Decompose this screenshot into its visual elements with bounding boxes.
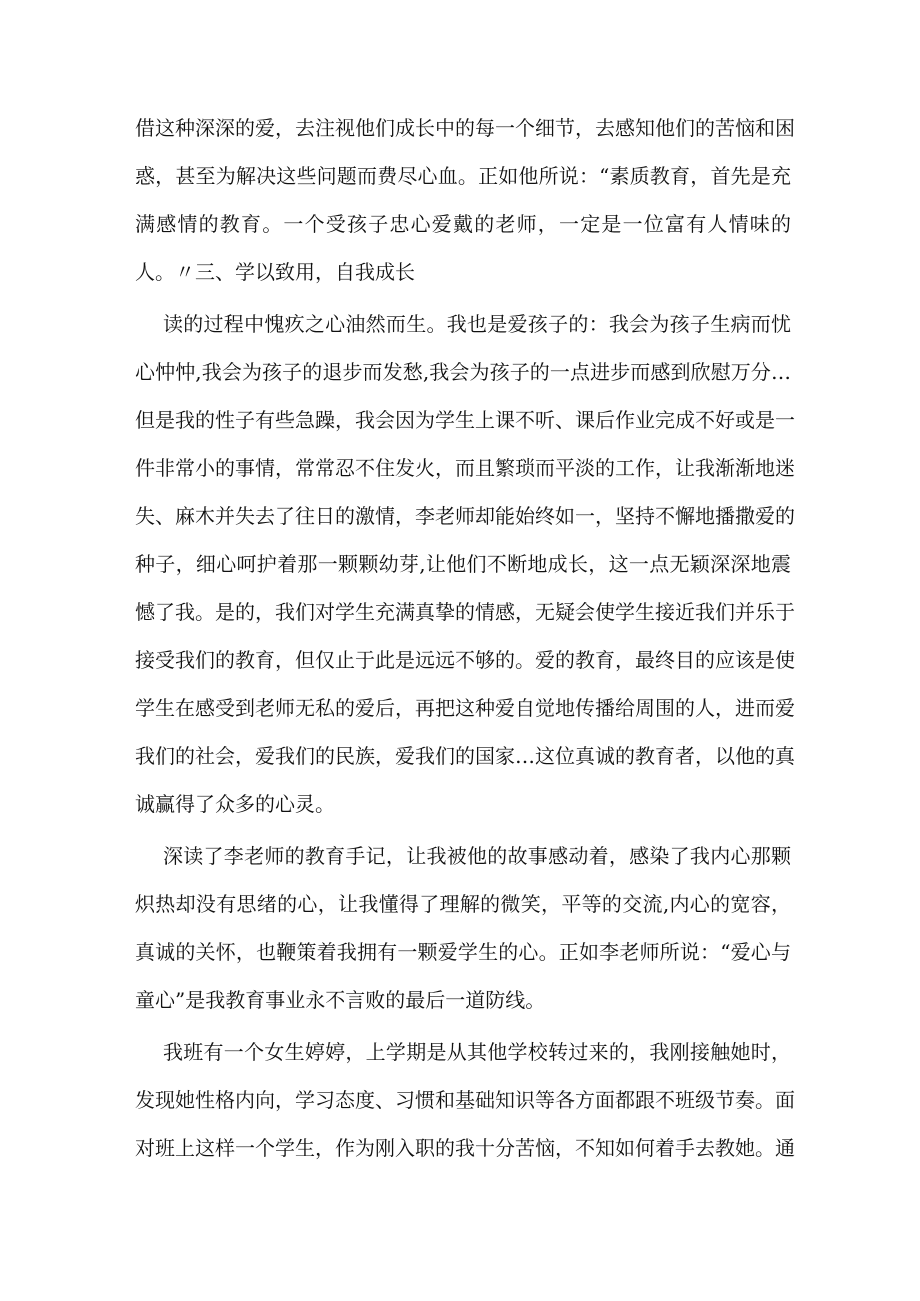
paragraph-line: 我们的社会，爱我们的民族，爱我们的国家…这位真诚的教育者，以他的真 <box>135 744 795 768</box>
paragraph <box>135 832 791 1024</box>
document-body <box>135 104 795 1176</box>
paragraph-line: 真诚的关怀，也鞭策着我拥有一颗爱学生的心。正如李老师所说：“爱心与 <box>135 940 791 964</box>
paragraph-line: 学生在感受到老师无私的爱后，再把这种爱自觉地传播给周围的人，进而爱 <box>135 696 795 720</box>
paragraph-line: 借这种深深的爱，去注视他们成长中的每一个细节，去感知他们的苦恼和困 <box>135 116 795 140</box>
paragraph-line: 读的过程中愧疚之心油然而生。我也是爱孩子的：我会为孩子生病而忧 <box>163 312 791 336</box>
paragraph-line: 深读了李老师的教育手记，让我被他的故事感动着，感染了我内心那颗 <box>163 844 791 868</box>
paragraph-line: 对班上这样一个学生，作为刚入职的我十分苦恼，不知如何着手去教她。通 <box>135 1136 795 1160</box>
paragraph-line: 但是我的性子有些急躁，我会因为学生上课不听、课后作业完成不好或是一 <box>135 408 795 432</box>
paragraph-line: 发现她性格内向，学习态度、习惯和基础知识等各方面都跟不班级节奏。面 <box>135 1088 795 1112</box>
paragraph-line: 心忡忡,我会为孩子的退步而发愁,我会为孩子的一点进步而感到欣慰万分… <box>135 360 791 384</box>
paragraph-line: 满感情的教育。一个受孩子忠心爱戴的老师，一定是一位富有人情味的 <box>135 212 791 236</box>
paragraph <box>135 1028 795 1172</box>
paragraph-line: 炽热却没有思绪的心，让我懂得了理解的微笑，平等的交流,内心的宽容， <box>135 892 791 916</box>
paragraph-line: 失、麻木并失去了往日的激情，李老师却能始终如一，坚持不懈地播撒爱的 <box>135 504 795 528</box>
paragraph-line: 憾了我。是的，我们对学生充满真挚的情感，无疑会使学生接近我们并乐于 <box>135 600 795 624</box>
paragraph-line: 种子，细心呵护着那一颗颗幼芽,让他们不断地成长，这一点无颖深深地震 <box>135 552 791 576</box>
paragraph-line: 我班有一个女生婷婷，上学期是从其他学校转过来的，我刚接触她时， <box>163 1040 791 1064</box>
paragraph-line: 人。〃三、学以致用，自我成长 <box>135 260 415 284</box>
paragraph-line: 惑，甚至为解决这些问题而费尽心血。正如他所说：“素质教育，首先是充 <box>135 164 791 188</box>
paragraph <box>135 300 795 828</box>
paragraph-line: 接受我们的教育，但仅止于此是远远不够的。爱的教育，最终目的应该是使 <box>135 648 795 672</box>
paragraph-line: 诚赢得了众多的心灵。 <box>135 792 335 816</box>
paragraph-line: 童心”是我教育事业永不言败的最后一道防线。 <box>135 988 546 1012</box>
paragraph <box>135 104 795 296</box>
paragraph-line: 件非常小的事情，常常忍不住发火，而且繁琐而平淡的工作，让我渐渐地迷 <box>135 456 795 480</box>
